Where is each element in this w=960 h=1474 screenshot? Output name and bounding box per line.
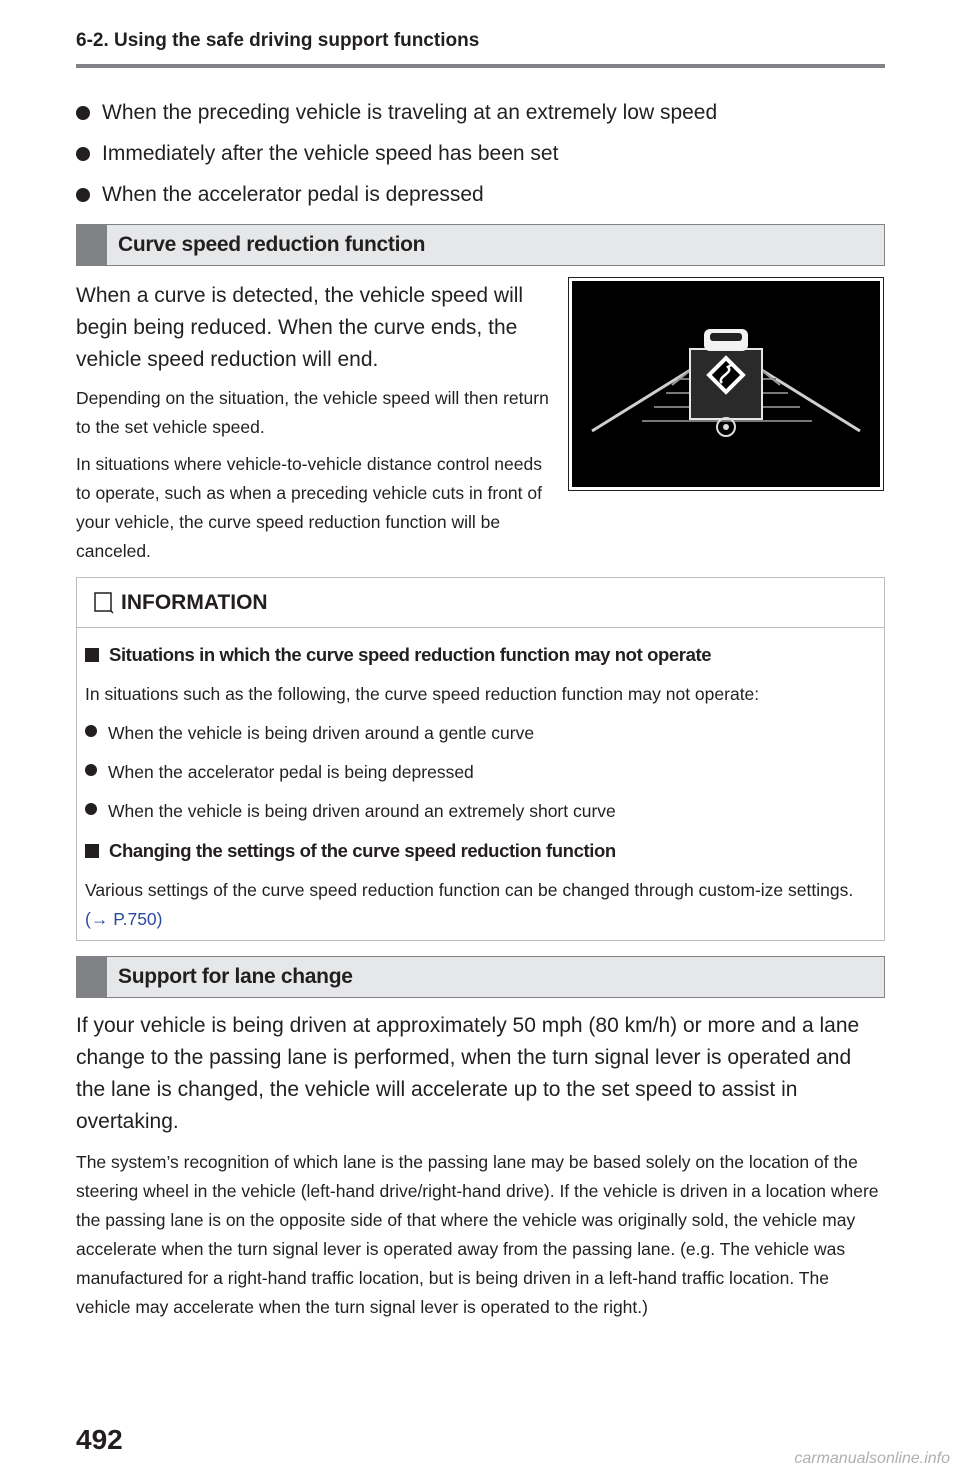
information-icon [93,591,115,615]
square-bullet-icon [85,648,99,662]
bullet-text: Immediately after the vehicle speed has been set [102,142,559,165]
lane-intro: If your vehicle is being driven at approximately 50 mph (80 km/h) or more and a lane change to the passing lane is performed, when the turn signal lever is operated and the lane is changed, the vehicle will accelerate up to the set speed to assist in overtaking. [76,1014,860,1133]
section-title: Support for lane change [118,965,353,988]
information-intro-1: In situations such as the following, the curve speed reduction function may not operate: [85,684,760,704]
bullet-text: When the vehicle is being driven around a gentle curve [108,723,535,743]
information-heading-2 [85,836,868,866]
bullet-text: When the preceding vehicle is traveling at an extremely low speed [102,101,718,124]
top-bullet-list [76,98,885,221]
information-header [77,578,884,628]
header-rule [76,64,885,68]
information-box [76,577,885,941]
section-accent [77,957,107,997]
curve-note-2: In situations where vehicle-to-vehicle distance control needs to operate, such as when a preceding vehicle cuts in front of your vehicle, the curve speed reduction function will be canceled. [76,454,542,561]
lane-section-text [76,1010,885,1332]
section-accent [77,225,107,265]
square-bullet-icon [85,844,99,858]
bullet-text: When the vehicle is being driven around an extremely short curve [108,801,616,821]
info-bullet-item [85,719,868,748]
bullet-dot-icon [85,764,97,776]
bullet-item [76,98,885,128]
bullet-dot-icon [76,188,90,202]
multi-information-display-icon [572,281,880,487]
section-heading-curve [76,224,885,266]
bullet-text: When the accelerator pedal is being depressed [108,762,474,782]
bullet-dot-icon [85,803,97,815]
section-title: Curve speed reduction function [118,233,426,256]
lane-note: The system’s recognition of which lane is the passing lane may be based solely on the location of the steering wheel in the vehicle (left-hand drive/right-hand drive). If the vehicle is driven in a location where the passing lane is on the opposite side of that where the vehicle was originally sold, the vehicle may accelerate when the turn signal lever is operated away from the passing lane. (e.g. The vehicle was manufactured for a right-hand traffic location, but is being driven in a left-hand traffic location. The vehicle may accelerate when the turn signal lever is operated to the right.) [76,1152,879,1317]
heading-text: Situations in which the curve speed reduction function may not operate [109,644,712,665]
heading-text: Changing the settings of the curve speed reduction function [109,840,616,861]
information-title: INFORMATION [121,590,268,614]
settings-text: Various settings of the curve speed reduction function can be changed through custom-ize settings. [85,880,854,900]
curve-display-illustration [568,277,884,491]
info-bullet-item [85,797,868,826]
information-text-2 [85,876,868,934]
bullet-dot-icon [85,725,97,737]
watermark: carmanualsonline.info [794,1450,950,1467]
running-header: 6-2. Using the safe driving support functions [76,30,480,51]
bullet-text: When the accelerator pedal is depressed [102,183,484,206]
page-reference-link[interactable]: (→ P.750) [85,909,163,929]
info-bullet-item [85,758,868,787]
bullet-item [76,139,885,169]
bullet-dot-icon [76,147,90,161]
information-body [77,628,884,934]
bullet-item [76,180,885,210]
curve-intro: When a curve is detected, the vehicle speed will begin being reduced. When the curve ends, the vehicle speed reduction will end. [76,284,524,371]
section-heading-lane [76,956,885,998]
curve-section-text [76,280,561,574]
information-heading-1 [85,640,868,670]
curve-note-1: Depending on the situation, the vehicle speed will then return to the set vehicle speed. [76,388,549,437]
page-number: 492 [76,1424,123,1455]
bullet-dot-icon [76,106,90,120]
